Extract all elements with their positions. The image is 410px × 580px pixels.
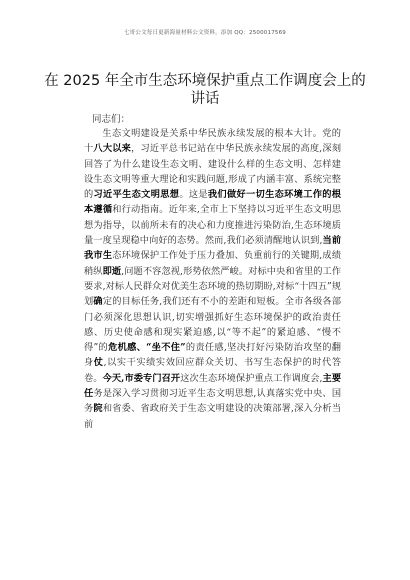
greeting: 同志们： — [92, 114, 131, 125]
bold-text: 确 — [93, 296, 103, 308]
bold-text: 院 — [93, 403, 103, 415]
paragraph-text: 生态文明建设是关系中华民族永续发展的根本大计。党的十 — [84, 128, 341, 155]
document-title: 在 2025 年全市生态环境保护重点工作调度会上的讲话 — [44, 73, 366, 107]
paragraph-text: 和行动指南。近年来,全市上下坚持以习近平生态文明思想为指导，以前所未有的决心和力度推进污染防治,生态环境质量一度呈现稳中向好的态势。然而,我们必须清醒地认识到, — [84, 204, 342, 247]
paragraph-text: 定的目标任务,我们还有不小的差距和短板。全市各级各部门必须深化思想认识,切实增强抓好生态环境保护的政治责任感、历史使命感和现实紧迫感,以“等不起”的紧迫感、“慢不得”的 — [84, 296, 342, 354]
bold-text: 仗 — [93, 357, 104, 369]
bold-text: 八大以来 — [93, 143, 132, 155]
paragraph-text: 和省委、省政府关于生态文明建设的决策部署,深入分析当前 — [84, 403, 342, 430]
paragraph-text: ，习近平总书记站在中华民族永续发展的高度,深刻回答了为什么建设生态文明、建设什么样的生态文明、怎样建设生态文明等重大理论和实践问题,形成了内涵丰富、系统完整的 — [84, 143, 342, 201]
paragraph — [84, 126, 341, 432]
speech-body — [84, 126, 341, 432]
paragraph-text: 态环境保护工作处于压力叠加、负重前行的关键期,成绩稍纵 — [84, 250, 342, 277]
paragraph-text: 的责任感,坚决打好污染防治攻坚的翻身 — [84, 342, 341, 369]
bold-text: 我们做好一切生态环境工作的根本遵循 — [84, 189, 341, 216]
paragraph-text: ,以实干实绩实效回应群众关切、书写生态保护的时代答卷。 — [84, 357, 342, 384]
paragraph-text: 务是深入学习贯彻习近平生态文明思想,认真落实党中央、国务 — [84, 388, 342, 415]
paragraph-text: ,问题不容忽视,形势依然严峻。对标中央和省里的工作要求,对标人民群众对优美生态环境的热切期盼,对标“十四五”规划 — [84, 265, 342, 308]
paragraph-text: 这次生态环境保护重点工作调度会, — [180, 372, 323, 384]
bold-text: 危机感、“坐不住” — [108, 342, 186, 354]
bold-text: 主要任 — [84, 372, 342, 400]
bold-text: 今天,市委专门召开 — [102, 372, 181, 384]
bold-text: 即逝 — [102, 265, 122, 277]
paragraph-text: 。这是 — [179, 189, 208, 201]
bold-text: 习近平生态文明思想 — [93, 189, 180, 201]
bold-text: 当前我市生 — [84, 235, 342, 262]
header-note: 七哥公文每日更新海量材料公文资料，添加 QQ：2500017569 — [123, 30, 286, 36]
